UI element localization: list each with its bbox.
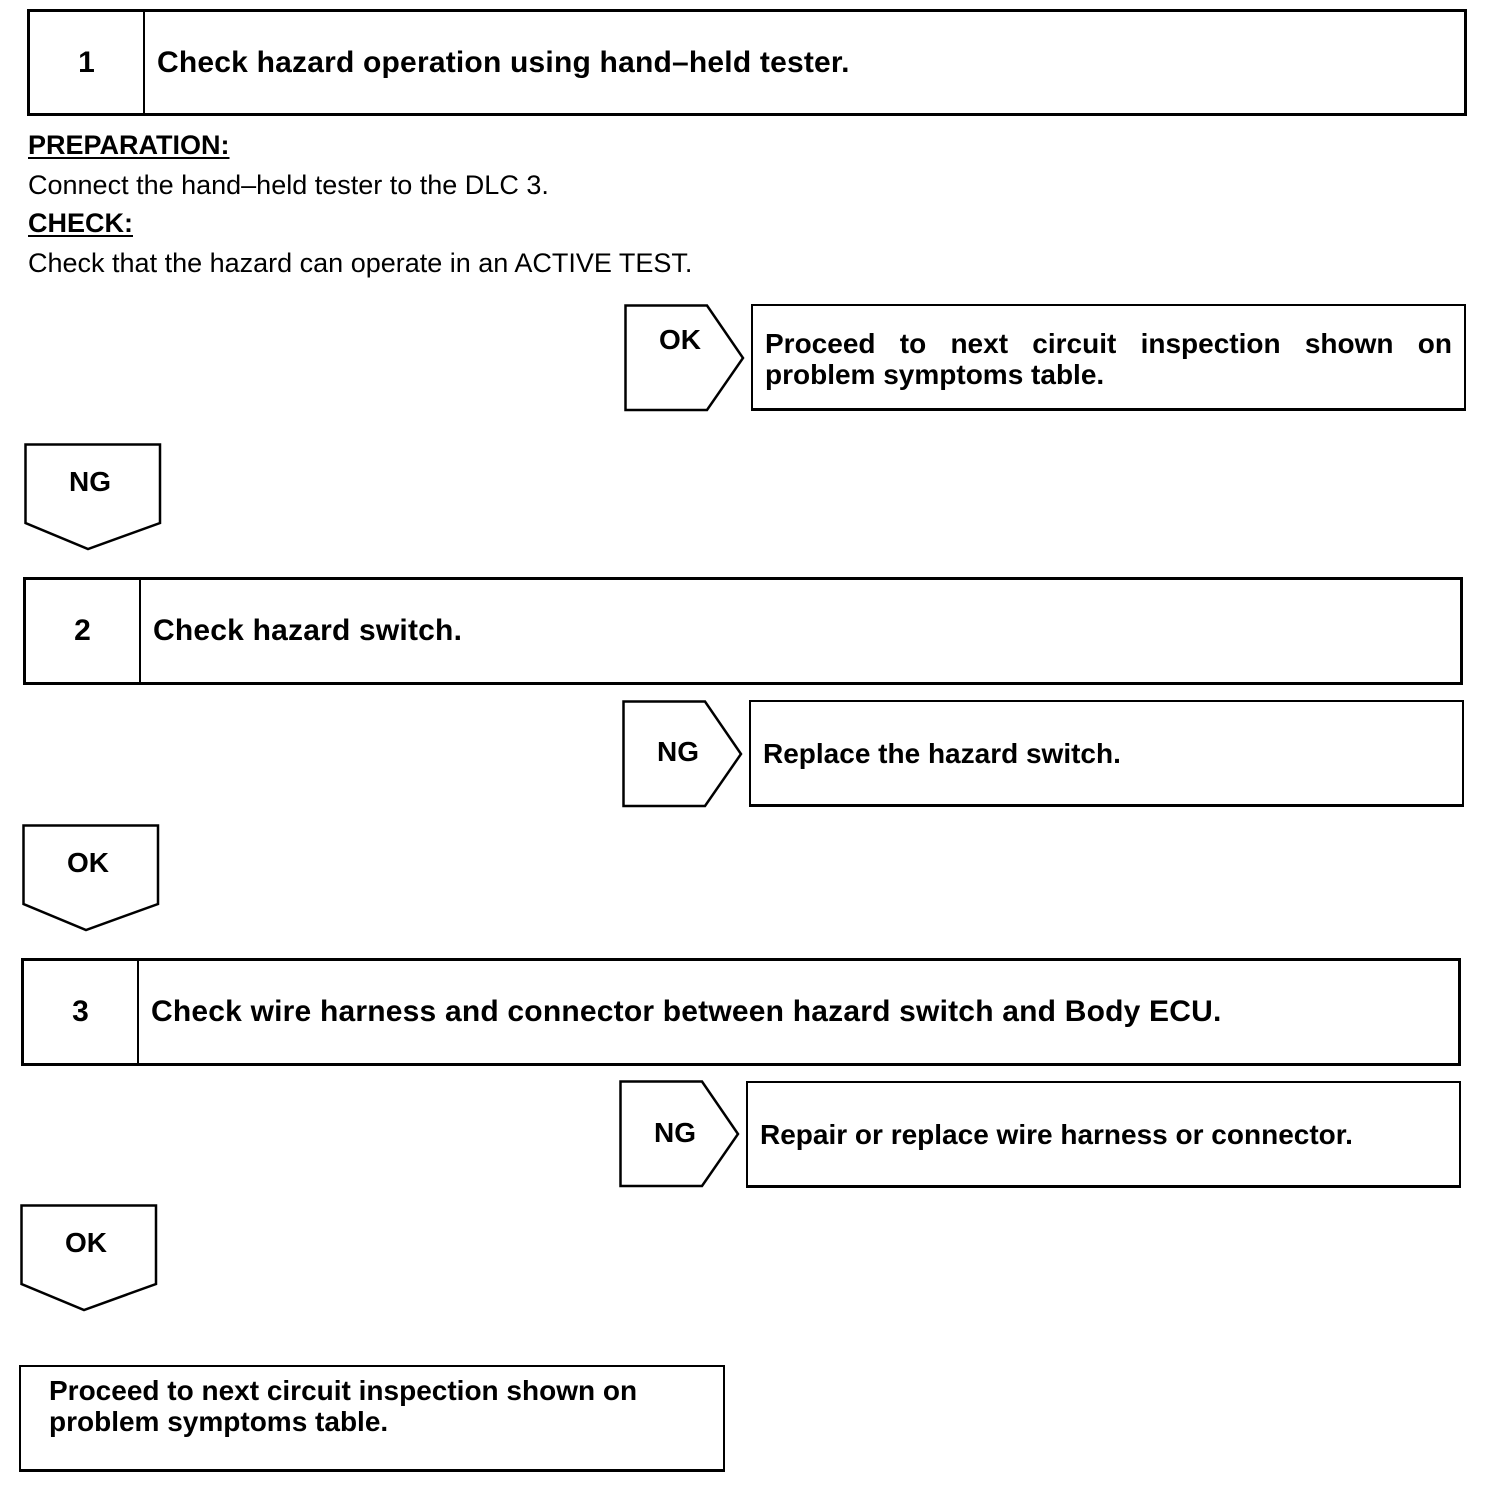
step-3-title: Check wire harness and connector between hazard switch and Body ECU. — [151, 995, 1222, 1028]
step-3-number: 3 — [24, 961, 139, 1063]
step-3-ng-label: NG — [654, 1117, 696, 1148]
step-1-ok-label: OK — [659, 324, 701, 355]
step-3-ng-result: Repair or replace wire harness or connector. — [746, 1081, 1461, 1188]
step-1-title: Check hazard operation using hand–held tester. — [157, 45, 850, 79]
down-arrow-shape-icon — [22, 824, 160, 934]
final-result-box: Proceed to next circuit inspection shown on problem symptoms table. — [19, 1365, 725, 1472]
step-1-box — [27, 9, 1467, 116]
preparation-label: PREPARATION: — [28, 130, 230, 160]
step-2-ng-label: NG — [657, 736, 699, 767]
down-arrow-shape-icon — [24, 443, 162, 553]
right-arrow-shape-icon — [624, 304, 746, 412]
down-arrow-shape-icon — [20, 1204, 158, 1314]
check-text: Check that the hazard can operate in an ACTIVE TEST. — [28, 248, 693, 278]
preparation-text: Connect the hand–held tester to the DLC 3. — [28, 170, 549, 200]
step-3-box — [21, 958, 1461, 1066]
step-2-number: 2 — [26, 580, 141, 682]
step-1-ok-result: Proceed to next circuit inspection shown on problem symptoms table. — [751, 304, 1466, 411]
step-3-ok-label: OK — [65, 1227, 107, 1258]
step-2-box — [23, 577, 1463, 685]
step-1-ng-label: NG — [69, 466, 111, 497]
step-2-ok-label: OK — [67, 847, 109, 878]
step-1-number: 1 — [30, 12, 145, 113]
step-2-ng-result: Replace the hazard switch. — [749, 700, 1464, 807]
step-2-title: Check hazard switch. — [153, 614, 463, 647]
check-label: CHECK: — [28, 208, 133, 238]
